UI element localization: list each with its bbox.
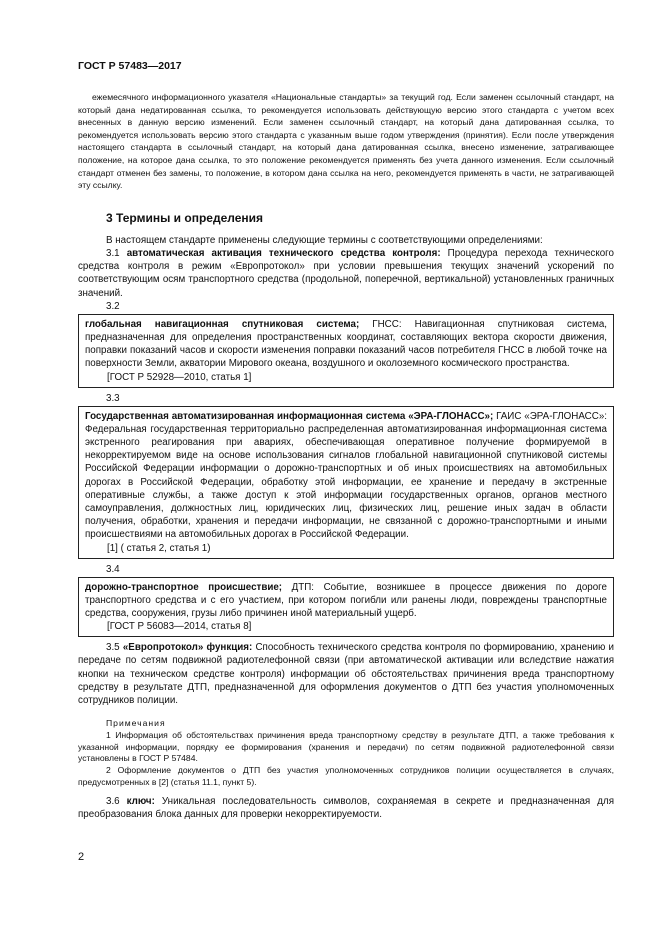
term-definition: Процедура перехода технического средства контроля в режим «Европротокол» при условии превышения текущих значений ускорений по соответствующим осям транспортного средства (продольной, поперечной, вертикальной) установленных граничных значений. (78, 247, 614, 299)
term-3-5 (78, 641, 614, 707)
term-3-6 (78, 795, 614, 821)
term-definition: ГНСС: Навигационная спутниковая система, предназначенная для определения пространственных координат, составляющих вектора скорости движения, поправки показаний часов и скорости изменения поправки показаний часов потребителя ГНСС в любой точке на поверхности Земли, акватории Мирового океана, воздушного и околоземного космического пространства. (85, 318, 608, 370)
term-number-3-4: 3.4 (106, 563, 120, 575)
term-source: [ГОСТ Р 56083—2014, статья 8] (107, 621, 252, 633)
page-number: 2 (78, 851, 85, 863)
term-name: Государственная автоматизированная информационная система «ЭРА-ГЛОНАСС»; (85, 410, 494, 422)
term-number: 3.5 (106, 642, 120, 654)
term-source: [1] ( статья 2, статья 1) (107, 542, 211, 554)
term-box-3-3 (78, 406, 614, 559)
term-name: автоматическая активация технического средства контроля: (126, 247, 441, 259)
page-content (78, 91, 614, 822)
term-definition: Способность технического средства контроля по формированию, хранению и передаче по сетям подвижной радиотелефонной связи (при автоматической активации или вследствие нажатия кнопки на техническом средстве контроля) информации об обстоятельствах причинения вреда транспортному средству в результате ДТП, предназначенной для оформления документов о ДТП без участия уполномоченных сотрудников полиции. (78, 642, 614, 707)
term-number: 3.6 (106, 796, 120, 808)
section-title: 3 Термины и определения (106, 210, 264, 225)
intro-paragraph: ежемесячного информационного указателя «Национальные стандарты» за текущий год. Если заменен ссылочный стандарт, на который дана недатированная ссылка, то рекомендуется использовать действующую версию этого стандарта с учетом всех внесенных в данную версию изменений. Если заменен ссылочный стандарт, на который дана датированная ссылка, то рекомендуется использовать версию этого стандарта с указанным выше годом утверждения (принятия). Если после утверждения настоящего стандарта в ссылочный стандарт, на который дана датированная ссылка, внесено изменение, затрагивающее положение, на которое дана ссылка, то это положение рекомендуется применять без учета данного изменения. Если ссылочный стандарт отменен без замены, то положение, в котором дана ссылка на него, рекомендуется применять в части, не затрагивающей эту ссылку. (78, 92, 614, 191)
section-lead: В настоящем стандарте применены следующие термины с соответствующими определениями: (106, 234, 543, 246)
term-definition: ДТП: Событие, возникшее в процессе движения по дороге транспортного средства и с его участием, при котором погибли или ранены люди, повреждены транспортные средства, сооружения, грузы либо причинен иной материальный ущерб. (85, 581, 607, 620)
term-3-1 (78, 247, 614, 300)
term-3-4 (85, 581, 607, 621)
term-number: 3.1 (106, 247, 120, 259)
term-box-3-2 (78, 314, 614, 388)
note-1: 1 Информация об обстоятельствах причинения вреда транспортному средству в результате ДТП, а также требования к указанной информации, порядку ее формирования (хранения и передачи) по сетям подвижной радиотелефонной связи установлены в ГОСТ Р 57484. (78, 730, 614, 764)
note-2: 2 Оформление документов о ДТП без участия уполномоченных сотрудников полиции осуществляется в случаях, предусмотренных в [2] (статья 11.1, пункт 5). (78, 765, 614, 787)
term-name: глобальная навигационная спутниковая система; (85, 318, 360, 330)
term-definition: Уникальная последовательность символов, сохраняемая в секрете и предназначенная для преобразования блока данных для проверки некорректируемости. (78, 796, 614, 821)
term-name: ключ: (126, 796, 155, 808)
term-3-2 (85, 318, 607, 371)
term-name: «Европротокол» функция: (122, 642, 253, 654)
document-header: ГОСТ Р 57483—2017 (78, 60, 182, 72)
term-number-3-3: 3.3 (106, 392, 120, 404)
term-3-3 (85, 410, 607, 542)
term-definition: ГАИС «ЭРА-ГЛОНАСС»: Федеральная государственная территориально распределенная автоматизированная информационная система экстренного реагирования при авариях, обеспечивающая оперативное получение формируемой в некорректируемом виде на основе использования сигналов глобальной навигационной спутниковой системы Российской Федерации информации о дорожно-транспортных и об иных происшествиях на автомобильных дорогах в Российской Федерации, обработку этой информации, ее хранение и передачу в экстренные оперативные службы, а также доступ к этой информации государственных органов, органов местного самоуправления, должностных лиц, юридических лиц, физических лиц, решение иных задач в области получения, обработки, хранения и передачи информации, не связанной с дорожно-транспортными и иными происшествиями на автомобильных дорогах в Российской Федерации. (85, 410, 607, 541)
notes-title: Примечания (106, 718, 166, 729)
term-source: [ГОСТ Р 52928—2010, статья 1] (107, 371, 252, 383)
term-number-3-2: 3.2 (106, 300, 120, 312)
term-box-3-4 (78, 577, 614, 638)
term-name: дорожно-транспортное происшествие; (85, 581, 283, 593)
